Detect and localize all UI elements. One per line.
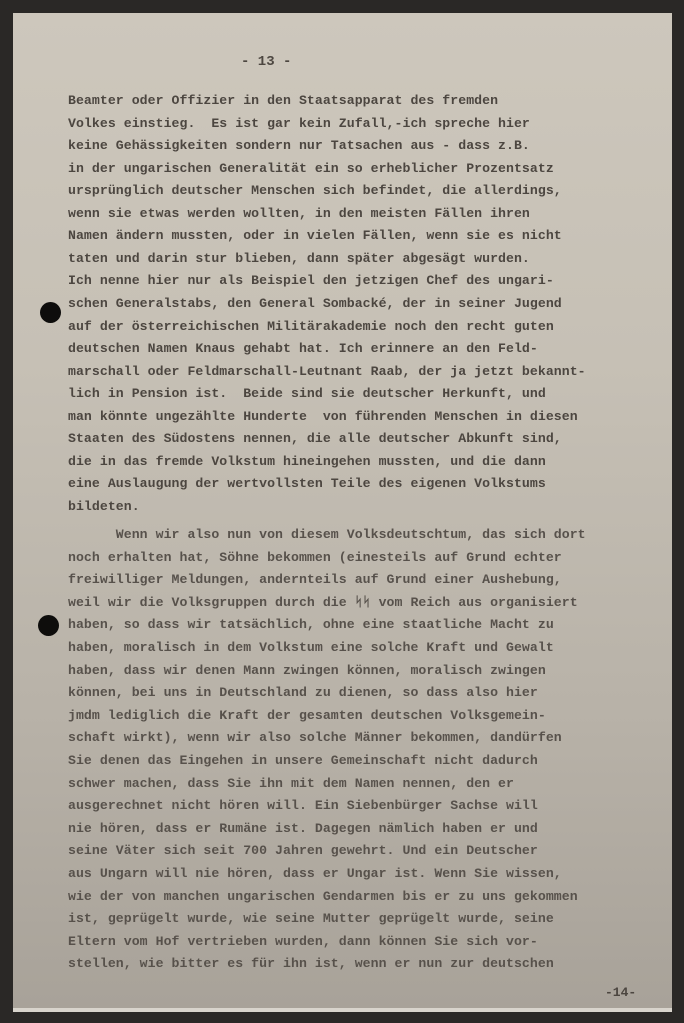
text-line: Sie denen das Eingehen in unsere Gemeinschaft nicht dadurch	[68, 753, 538, 768]
text-line: deutschen Namen Knaus gehabt hat. Ich erinnere an den Feld-	[68, 341, 538, 357]
text-line: Beamter oder Offizier in den Staatsapparat des fremden	[68, 93, 499, 108]
text-line: schaft wirkt), wenn wir also solche Männer bekommen, dandürfen	[68, 730, 562, 746]
text-line: marschall oder Feldmarschall-Leutnant Raab, der ja jetzt bekannt-	[68, 363, 586, 379]
punch-hole	[38, 615, 59, 636]
punch-hole	[40, 302, 61, 323]
text-line: Ich nenne hier nur als Beispiel den jetzigen Chef des ungari-	[68, 273, 554, 289]
text-line: taten und darin stur blieben, dann später abgesägt wurden.	[68, 250, 530, 266]
text-line: Wenn wir also nun von diesem Volksdeutschtum, das sich dort	[68, 527, 586, 542]
text-line: man könnte ungezählte Hunderte von führenden Menschen in diesen	[68, 408, 578, 424]
text-line: haben, so dass wir tatsächlich, ohne eine staatliche Macht zu	[68, 617, 554, 633]
text-line: haben, moralisch in dem Volkstum eine solche Kraft und Gewalt	[68, 640, 554, 655]
text-line: Eltern vom Hof vertrieben wurden, dann können Sie sich vor-	[68, 933, 538, 949]
text-line: stellen, wie bitter es für ihn ist, wenn er nun zur deutschen	[68, 956, 554, 972]
text-line: wenn sie etwas werden wollten, in den meisten Fällen ihren	[68, 205, 530, 221]
text-line: lich in Pension ist. Beide sind sie deutscher Herkunft, und	[68, 386, 546, 402]
text-line: freiwilliger Meldungen, andernteils auf Grund einer Aushebung,	[68, 572, 562, 588]
text-line: seine Väter sich seit 700 Jahren gewehrt. Und ein Deutscher	[68, 843, 538, 859]
text-line: können, bei uns in Deutschland zu dienen, so dass also hier	[68, 685, 538, 701]
text-line: in der ungarischen Generalität ein so erheblicher Prozentsatz	[68, 160, 554, 176]
text-line: ausgerechnet nicht hören will. Ein Siebenbürger Sachse will	[68, 798, 538, 814]
text-line: die in das fremde Volkstum hineingehen mussten, und die dann	[68, 453, 546, 469]
text-line: weil wir die Volksgruppen durch die ᛋᛋ vom Reich aus organisiert	[68, 594, 578, 610]
text-line: ursprünglich deutscher Menschen sich befindet, die allerdings,	[68, 183, 562, 199]
text-line: schwer machen, dass Sie ihn mit dem Namen nennen, den er	[68, 775, 514, 791]
text-line: Volkes einstieg. Es ist gar kein Zufall,-ich spreche hier	[68, 115, 530, 131]
text-line: keine Gehässigkeiten sondern nur Tatsachen aus - dass z.B.	[68, 138, 530, 154]
next-page-marker: -14-	[605, 985, 637, 1000]
text-line: noch erhalten hat, Söhne bekommen (einesteils auf Grund echter	[68, 549, 562, 565]
text-line: jmdm lediglich die Kraft der gesamten deutschen Volksgemein-	[68, 707, 546, 723]
text-line: Staaten des Südostens nennen, die alle deutscher Abkunft sind,	[68, 431, 562, 447]
text-line: nie hören, dass er Rumäne ist. Dagegen nämlich haben er und	[68, 820, 538, 836]
text-line: schen Generalstabs, den General Sombacké, der in seiner Jugend	[68, 295, 562, 311]
text-line: ist, geprügelt wurde, wie seine Mutter geprügelt wurde, seine	[68, 911, 554, 927]
text-line: haben, dass wir denen Mann zwingen können, moralisch zwingen	[68, 662, 546, 678]
text-line: aus Ungarn will nie hören, dass er Ungar ist. Wenn Sie wissen,	[68, 866, 562, 881]
text-line: bildeten.	[68, 498, 140, 514]
page-number: - 13 -	[241, 54, 292, 70]
text-line: auf der österreichischen Militärakademie noch den recht guten	[68, 318, 554, 334]
text-line: eine Auslaugung der wertvollsten Teile des eigenen Volkstums	[68, 476, 546, 492]
document-page	[13, 13, 672, 1008]
text-line: Namen ändern mussten, oder in vielen Fällen, wenn sie es nicht	[68, 228, 562, 244]
text-line: wie der von manchen ungarischen Gendarmen bis er zu uns gekommen	[68, 888, 578, 904]
page-bottom-edge	[13, 1008, 672, 1012]
